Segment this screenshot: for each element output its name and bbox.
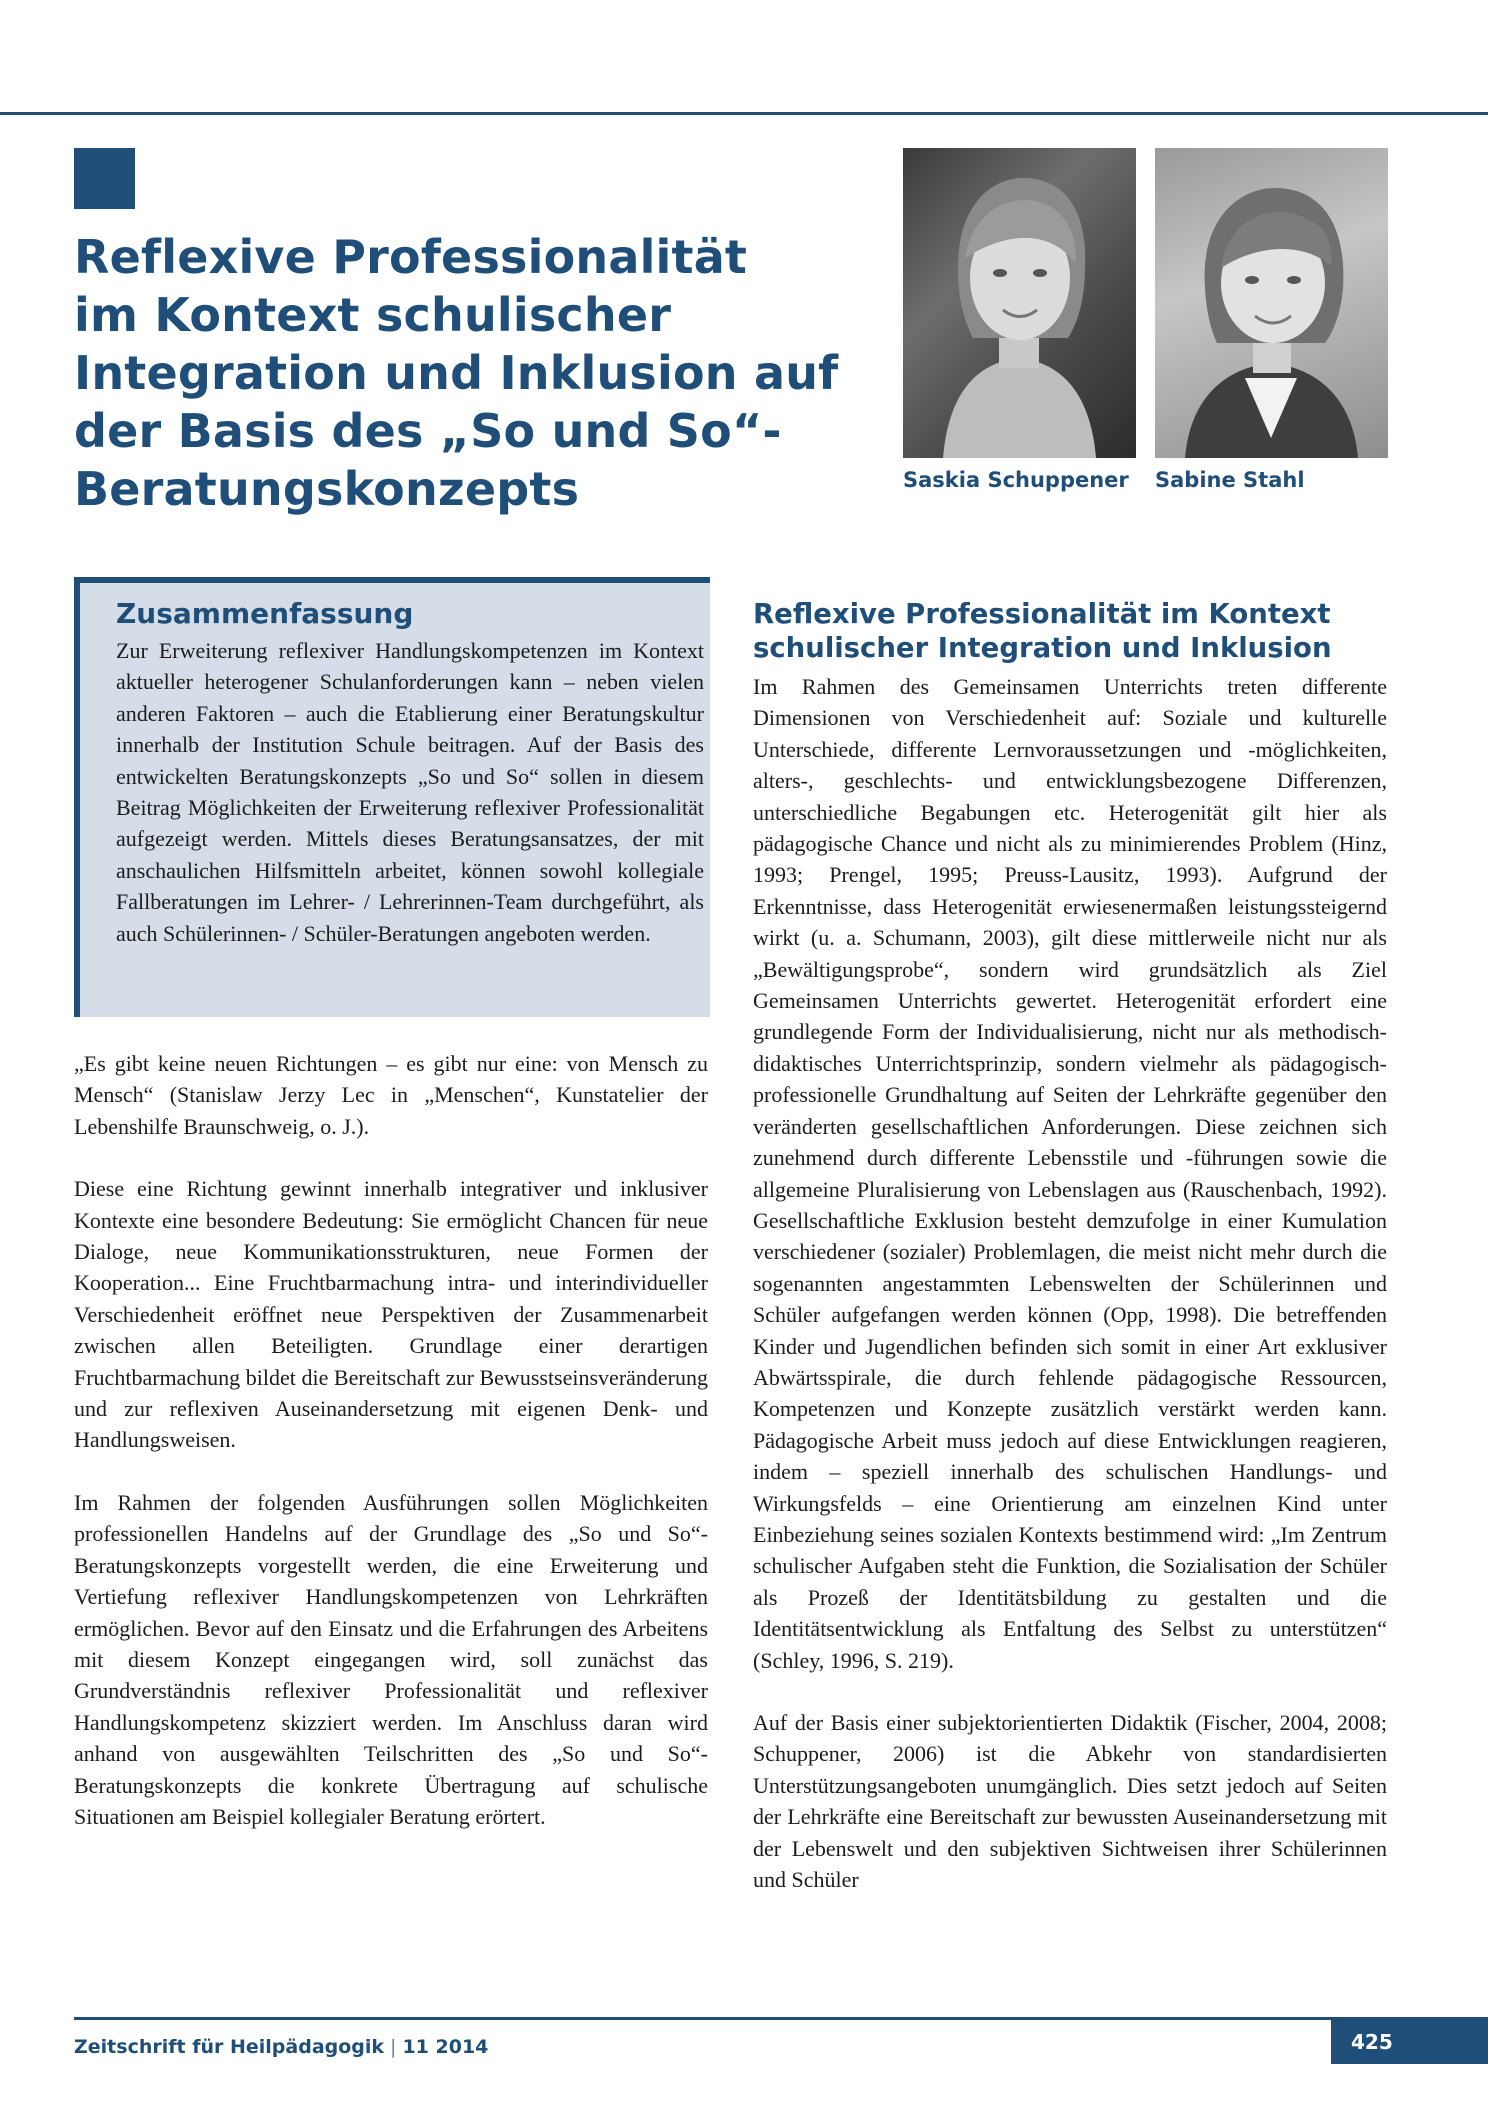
footer-separator: | bbox=[390, 2036, 397, 2058]
section-heading bbox=[753, 597, 1387, 665]
body-paragraph: Diese eine Richtung gewinnt innerhalb integrativer und inklusiver Kontexte eine besondere Bedeutung: Sie ermöglicht Chancen für neue Dialoge, neue Kommunikationsstrukturen, neue Formen der Kooperation... Eine Fruchtbarmachung intra- und interindividueller Verschiedenheit eröffnet neue Perspektiven der Zusammenarbeit zwischen allen Beteiligten. Grundlage einer derartigen Fruchtbarmachung bildet die Bereitschaft zur Bewusstseinsveränderung und zur reflexiven Auseinandersetzung mit eigenen Denk- und Handlungsweisen. bbox=[74, 1176, 708, 1453]
footer-rule bbox=[74, 2017, 1488, 2020]
title-line: Beratungskonzepts bbox=[74, 462, 580, 516]
author-name: Saskia Schuppener bbox=[903, 468, 1129, 492]
abstract-box bbox=[74, 577, 710, 1017]
left-column-body bbox=[74, 1048, 708, 1863]
section-heading-line: schulischer Integration und Inklusion bbox=[753, 632, 1332, 664]
footer-journal-info bbox=[74, 2036, 488, 2058]
title-line: im Kontext schulischer bbox=[74, 288, 672, 342]
top-rule bbox=[0, 112, 1488, 115]
author-name: Sabine Stahl bbox=[1155, 468, 1305, 492]
article-title bbox=[74, 228, 839, 518]
title-line: Integration und Inklusion auf bbox=[74, 346, 839, 400]
issue-info: 11 2014 bbox=[402, 2036, 489, 2058]
page-number: 425 bbox=[1331, 2020, 1488, 2064]
author-card-stahl bbox=[1155, 148, 1388, 492]
author-card-schuppener bbox=[903, 148, 1136, 492]
section-heading-line: Reflexive Professionalität im Kontext bbox=[753, 598, 1331, 630]
journal-name: Zeitschrift für Heilpädagogik bbox=[74, 2036, 385, 2058]
body-paragraph: Auf der Basis einer subjektorientierten Didaktik (Fischer, 2004, 2008; Schuppener, 2006) ist die Abkehr von standardisierten Unterstützungsangeboten unumgänglich. Dies setzt jedoch auf Seiten der Lehrkräfte eine Bereitschaft zur bewussten Auseinandersetzung mit der Lebenswelt und den subjektiven Sichtweisen ihrer Schülerinnen und Schüler bbox=[753, 1710, 1387, 1893]
quote-paragraph: „Es gibt keine neuen Richtungen – es gibt nur eine: von Mensch zu Mensch“ (Stanislaw Jerzy Lec in „Menschen“, Kunstatelier der Lebenshilfe Braunschweig, o. J.). bbox=[74, 1051, 708, 1139]
author-photo bbox=[1155, 148, 1388, 458]
right-column bbox=[753, 597, 1387, 1926]
title-line: der Basis des „So und So“- bbox=[74, 404, 782, 458]
abstract-text: Zur Erweiterung reflexiver Handlungskompetenzen im Kontext aktueller heterogener Schulanforderungen kann – neben vielen anderen Faktoren – auch die Etablierung einer Beratungskultur innerhalb der Institution Schule beitragen. Auf der Basis des entwickelten Beratungskonzepts „So und So“ sollen in diesem Beitrag Möglichkeiten der Erweiterung reflexiver Professionalität aufgezeigt werden. Mittels dieses Beratungsansatzes, der mit anschaulichen Hilfsmitteln arbeitet, können sowohl kollegiale Fallberatungen im Lehrer- / Lehrerinnen-Team durchgeführt, als auch Schülerinnen- / Schüler-Beratungen angeboten werden. bbox=[116, 638, 704, 946]
author-photo bbox=[903, 148, 1136, 458]
body-paragraph: Im Rahmen des Gemeinsamen Unterrichts treten differente Dimensionen von Verschiedenheit auf: Soziale und kulturelle Unterschiede, differente Lernvoraussetzungen und -möglichkeiten, alters-, geschlechts- und entwicklungsbezogene Differenzen, unterschiedliche Begabungen etc. Heterogenität gilt hier als pädagogische Chance und nicht als zu minimierendes Problem (Hinz, 1993; Prengel, 1995; Preuss-Lausitz, 1993). Aufgrund der Erkenntnisse, dass Heterogenität erwiesenermaßen leistungssteigernd wirkt (u. a. Schumann, 2003), gilt diese mittlerweile nicht nur als „Bewältigungsprobe“, sondern wird grundsätzlich als Ziel Gemeinsamen Unterrichts gewertet. Heterogenität erfordert eine grundlegende Form der Individualisierung, nicht nur als methodisch-didaktisches Unterrichtsprinzip, sondern vielmehr als pädagogisch-professionelle Grundhaltung auf Seiten der Lehrkräfte gegenüber den veränderten gesellschaftlichen Anforderungen. Diese zeichnen sich zunehmend durch differente Lebensstile und -führungen sowie die allgemeine Pluralisierung von Lebenslagen aus (Rauschenbach, 1992). Gesellschaftliche Exklusion besteht demzufolge in einer Kumulation verschiedener (sozialer) Problemlagen, die meist nicht mehr durch die sogenannten angestammten Lebenswelten der Schülerinnen und Schüler aufgefangen werden können (Opp, 1998). Die betreffenden Kinder und Jugendlichen befinden sich somit in einer Art exklusiver Abwärtsspirale, die durch fehlende pädagogische Ressourcen, Kompetenzen und Konzepte zusätzlich verstärkt werden kann. Pädagogische Arbeit muss jedoch auf diese Entwicklungen reagieren, indem – speziell innerhalb des schulischen Handlungs- und Wirkungsfelds – eine Orientierung am einzelnen Kind unter Einbeziehung seines sozialen Kontexts bestimmend wird: „Im Zentrum schulischer Aufgaben steht die Funktion, die Sozialisation der Schüler als Prozeß der Identitätsbildung zu gestalten und die Identitätsentwicklung als Entfaltung des Selbst zu unterstützen“ (Schley, 1996, S. 219). bbox=[753, 674, 1387, 1673]
portrait-image bbox=[1155, 148, 1388, 458]
portrait-image bbox=[903, 148, 1136, 458]
abstract-heading: Zusammenfassung bbox=[116, 597, 414, 630]
body-paragraph: Im Rahmen der folgenden Ausführungen sollen Möglichkeiten professionellen Handelns auf der Grundlage des „So und So“-Beratungskonzepts vorgestellt werden, die eine Erweiterung und Vertiefung reflexiver Handlungskompetenzen von Lehrkräften ermöglichen. Bevor auf den Einsatz und die Erfahrungen des Arbeitens mit diesem Konzept eingegangen wird, soll zunächst das Grundverständnis reflexiver Professionalität und reflexiver Handlungskompetenz skizziert werden. Im Anschluss daran wird anhand von ausgewählten Teilschritten des „So und So“-Beratungskonzepts die konkrete Übertragung auf schulische Situationen am Beispiel kollegialer Beratung erörtert. bbox=[74, 1489, 708, 1829]
title-square-marker bbox=[74, 148, 135, 209]
title-line: Reflexive Professionalität bbox=[74, 230, 748, 284]
